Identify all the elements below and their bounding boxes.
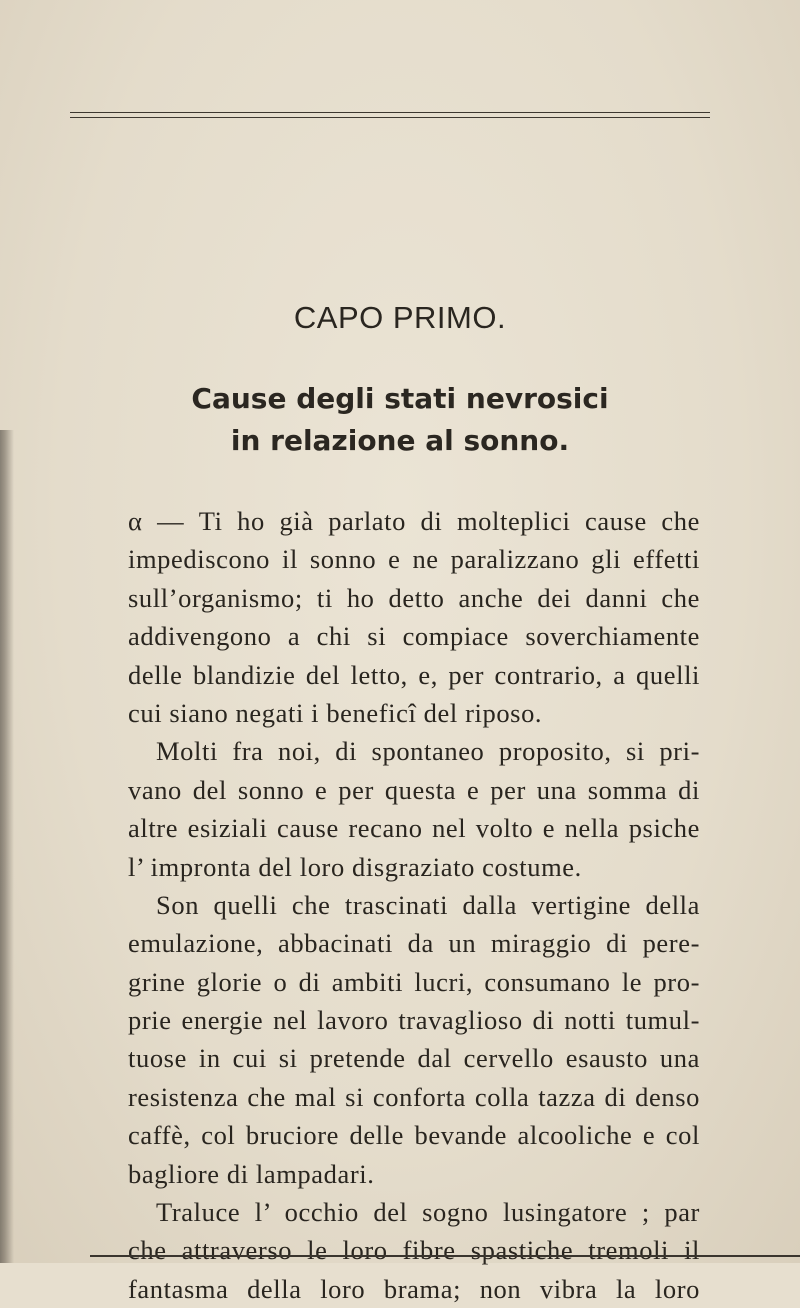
text-line: prie energie nel lavoro travaglioso di notti tumul-: [128, 1005, 700, 1036]
text-line: cui siano negati i beneficî del riposo.: [128, 697, 543, 728]
chapter-title-line-2: in relazione al sonno.: [230, 424, 570, 457]
text-line: Molti fra noi, di spontaneo proposito, si pri-: [156, 736, 700, 767]
text-line: addivengono a chi si compiace soverchiamente: [128, 621, 700, 652]
chapter-title-line-1: Cause degli stati nevrosici: [191, 382, 609, 415]
binding-shadow: [0, 430, 14, 1263]
body-text: [128, 502, 700, 1308]
text-line: grine glorie o di ambiti lucri, consumano le pro-: [128, 966, 700, 997]
text-line: impediscono il sonno e ne paralizzano gli effetti: [128, 544, 700, 575]
text-line: emulazione, abbacinati da un miraggio di pere-: [128, 928, 700, 959]
text-line: bagliore di lampadari.: [128, 1158, 375, 1189]
text-line: caffè, col bruciore delle bevande alcooliche e col: [128, 1120, 700, 1151]
chapter-heading: CAPO PRIMO.: [293, 300, 507, 335]
text-line: delle blandizie del letto, e, per contrario, a quelli: [128, 659, 700, 690]
text-line: l’ impronta del loro disgraziato costume.: [128, 851, 582, 882]
text-line: fantasma della loro brama; non vibra la loro: [128, 1273, 700, 1304]
text-line: Son quelli che trascinati dalla vertigine della: [156, 889, 700, 920]
text-line: Traluce l’ occhio del sogno lusingatore ; par: [156, 1197, 700, 1228]
bottom-rule: [90, 1255, 800, 1257]
text-line: altre esiziali cause recano nel volto e nella psiche: [128, 813, 700, 844]
top-rule-secondary: [70, 117, 710, 118]
text-line: α — Ti ho già parlato di molteplici cause che: [128, 506, 700, 536]
top-rule: [70, 112, 710, 113]
text-line: sull’organismo; ti ho detto anche dei danni che: [128, 582, 700, 613]
text-line: vano del sonno e per questa e per una somma di: [128, 774, 700, 805]
text-line: tuose in cui si pretende dal cervello esausto una: [128, 1043, 700, 1074]
text-line: che attraverso le loro fibre spastiche tremoli il: [128, 1235, 700, 1266]
text-line: resistenza che mal si conforta colla tazza di denso: [128, 1081, 700, 1112]
